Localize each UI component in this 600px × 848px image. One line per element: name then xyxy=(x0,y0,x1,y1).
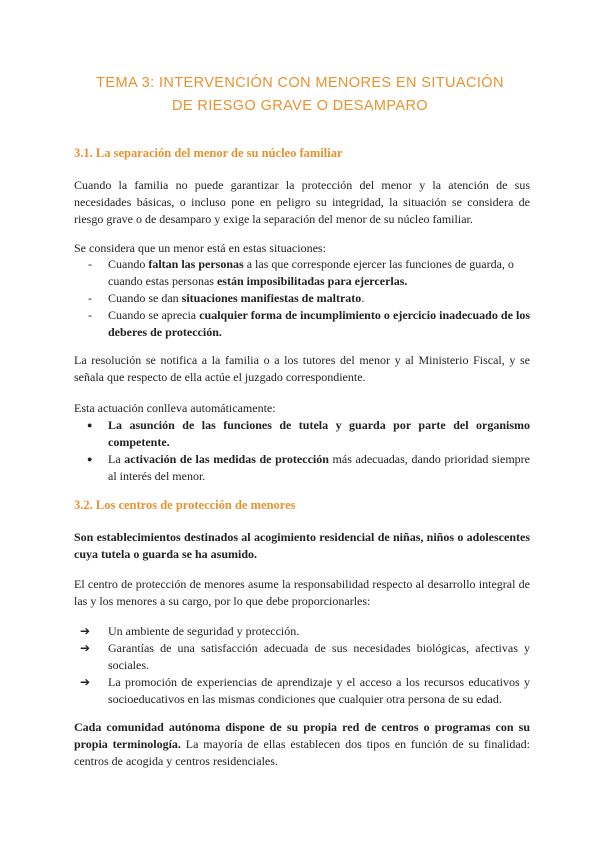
arrow-item: ➔ Garantías de una satisfacción adecuada de sus necesidades biológicas, afectivas y sociales. xyxy=(80,641,530,672)
title-line-1: TEMA 3: INTERVENCIÓN CON MENORES EN SITUACIÓN xyxy=(96,75,504,91)
bullet-marker: ● xyxy=(87,454,93,464)
arrow-marker: ➔ xyxy=(80,641,91,655)
dash-list xyxy=(74,256,530,341)
dash-marker: - xyxy=(88,291,92,305)
section-2-bold-intro: Son establecimientos destinados al acogimiento residencial de niñas, niños o adolescentes cuya tutela o guarda se ha asumido. xyxy=(74,530,530,561)
dash-item: - Cuando se dan situaciones manifiestas de maltrato. xyxy=(88,291,365,305)
closing-paragraph xyxy=(74,719,530,770)
section-1-lead-2: Esta actuación conlleva automáticamente: xyxy=(74,401,276,415)
section-2-heading: 3.2. Los centros de protección de menores xyxy=(74,498,296,512)
closing-bold: Cada comunidad autónoma dispone de su propia red de centros o programas con su propia terminología. xyxy=(74,720,530,751)
dash-item: - Cuando faltan las personas a las que corresponde ejercer las funciones de guarda, o cuando estas personas están imposibilitadas para ejercerlas. xyxy=(88,257,514,288)
section-1-heading: 3.1. La separación del menor de su núcleo familiar xyxy=(74,146,343,160)
section-2-paragraph: El centro de protección de menores asume la responsabilidad respecto al desarrollo integral de las y los menores a su cargo, por lo que debe proporcionarles: xyxy=(74,577,530,608)
bullet-marker: ● xyxy=(87,420,93,430)
arrow-item: ➔ La promoción de experiencias de aprendizaje y el acceso a los recursos educativos y socioeducativos en las mismas condiciones que cualquier otra persona de su edad. xyxy=(80,675,530,706)
bullet-item: ● La asunción de las funciones de tutela y guarda por parte del organismo competente. xyxy=(87,418,530,449)
dash-item: - Cuando se aprecia cualquier forma de incumplimiento o ejercicio inadecuado de los deberes de protección. xyxy=(88,308,530,339)
arrow-item: ➔ Un ambiente de seguridad y protección. xyxy=(80,624,300,638)
dash-marker: - xyxy=(88,308,92,322)
document-title xyxy=(60,72,540,118)
arrow-marker: ➔ xyxy=(80,624,91,638)
arrow-marker: ➔ xyxy=(80,675,91,689)
bullet-item: ● La activación de las medidas de protección más adecuadas, dando prioridad siempre al interés del menor. xyxy=(87,452,531,483)
resolution-paragraph: La resolución se notifica a la familia o a los tutores del menor y al Ministerio Fiscal, y se señala que respecto de ella actúe el juzgado correspondiente. xyxy=(74,353,530,384)
closing-rest: La mayoría de ellas establecen dos tipos en función de su finalidad: centros de acogida y centros residenciales. xyxy=(74,737,530,768)
bullet-list xyxy=(74,417,530,485)
title-line-2: DE RIESGO GRAVE O DESAMPARO xyxy=(171,98,428,114)
arrow-list xyxy=(74,623,530,708)
section-1-intro: Cuando la familia no puede garantizar la protección del menor y la atención de sus necesidades básicas, o incluso pone en peligro su integridad, la situación se considera de riesgo grave o de desamparo y exige la separación del menor de su núcleo familiar. xyxy=(74,178,530,226)
dash-marker: - xyxy=(88,257,92,271)
section-1-lead: Se considera que un menor está en estas situaciones: xyxy=(74,241,326,255)
